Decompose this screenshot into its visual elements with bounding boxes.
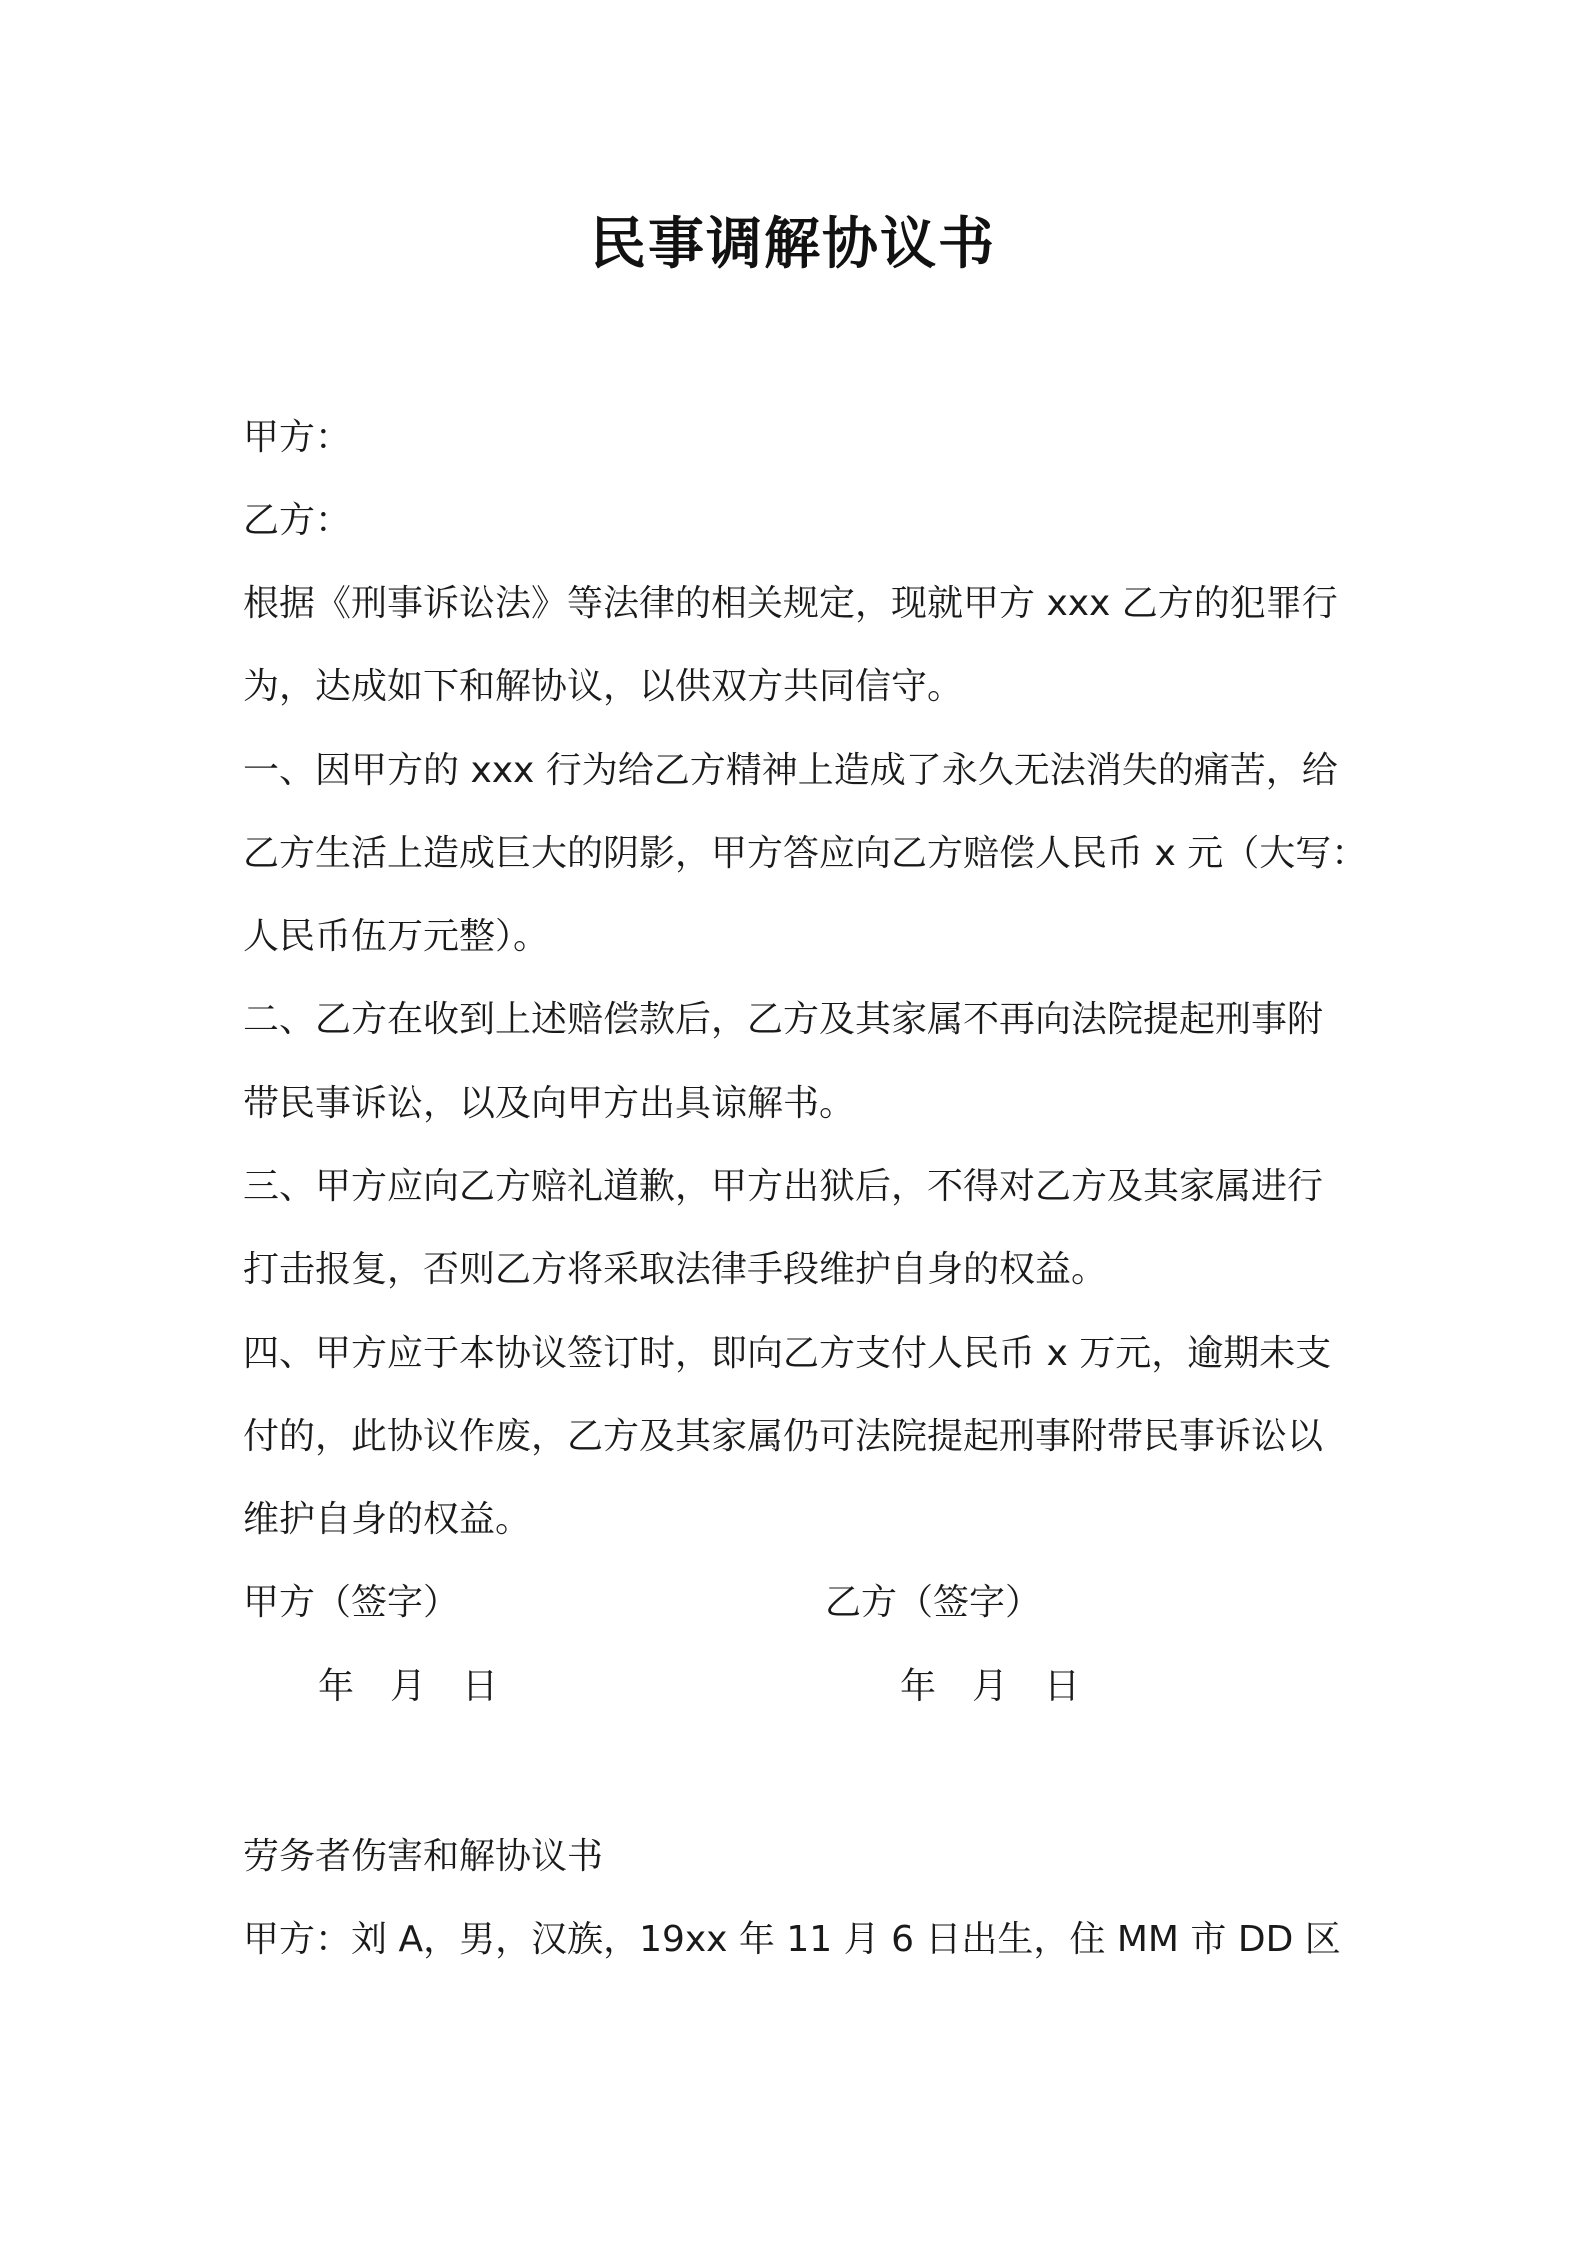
preamble-line-2: 为，达成如下和解协议，以供双方共同信守。: [243, 666, 964, 707]
clause-2-line-2: 带民事诉讼，以及向甲方出具谅解书。: [243, 1083, 856, 1124]
preamble-line-1: 根据《刑事诉讼法》等法律的相关规定，现就甲方 xxx 乙方的犯罪行: [243, 583, 1338, 624]
date-party-a: 年 月 日: [318, 1666, 499, 1707]
clause-2-line-1: 二、乙方在收到上述赔偿款后，乙方及其家属不再向法院提起刑事附: [243, 999, 1324, 1040]
clause-4-line-2: 付的，此协议作废，乙方及其家属仍可法院提起刑事附带民事诉讼以: [243, 1416, 1324, 1457]
clause-3-line-1: 三、甲方应向乙方赔礼道歉，甲方出狱后，不得对乙方及其家属进行: [243, 1166, 1324, 1207]
party-a-label: 甲方：: [243, 417, 352, 458]
clause-1-line-2: 乙方生活上造成巨大的阴影，甲方答应向乙方赔偿人民币 x 元（大写：: [243, 833, 1368, 874]
clause-1-line-1: 一、因甲方的 xxx 行为给乙方精神上造成了永久无法消失的痛苦，给: [243, 750, 1338, 791]
signature-party-b: 乙方（签字）: [825, 1582, 1042, 1623]
document-title: 民事调解协议书: [590, 212, 996, 277]
date-party-b: 年 月 日: [900, 1666, 1081, 1707]
clause-1-line-3: 人民币伍万元整）。: [243, 916, 550, 957]
clause-4-line-1: 四、甲方应于本协议签订时，即向乙方支付人民币 x 万元，逾期未支: [243, 1333, 1332, 1374]
next-section-title: 劳务者伤害和解协议书: [243, 1836, 604, 1877]
next-party-a-line: 甲方：刘 A，男，汉族，19xx 年 11 月 6 日出生，住 MM 市 DD 区: [243, 1919, 1341, 1960]
clause-4-line-3: 维护自身的权益。: [243, 1499, 532, 1540]
party-b-label: 乙方：: [243, 500, 352, 541]
signature-party-a: 甲方（签字）: [243, 1582, 460, 1623]
clause-3-line-2: 打击报复，否则乙方将采取法律手段维护自身的权益。: [243, 1249, 1108, 1290]
